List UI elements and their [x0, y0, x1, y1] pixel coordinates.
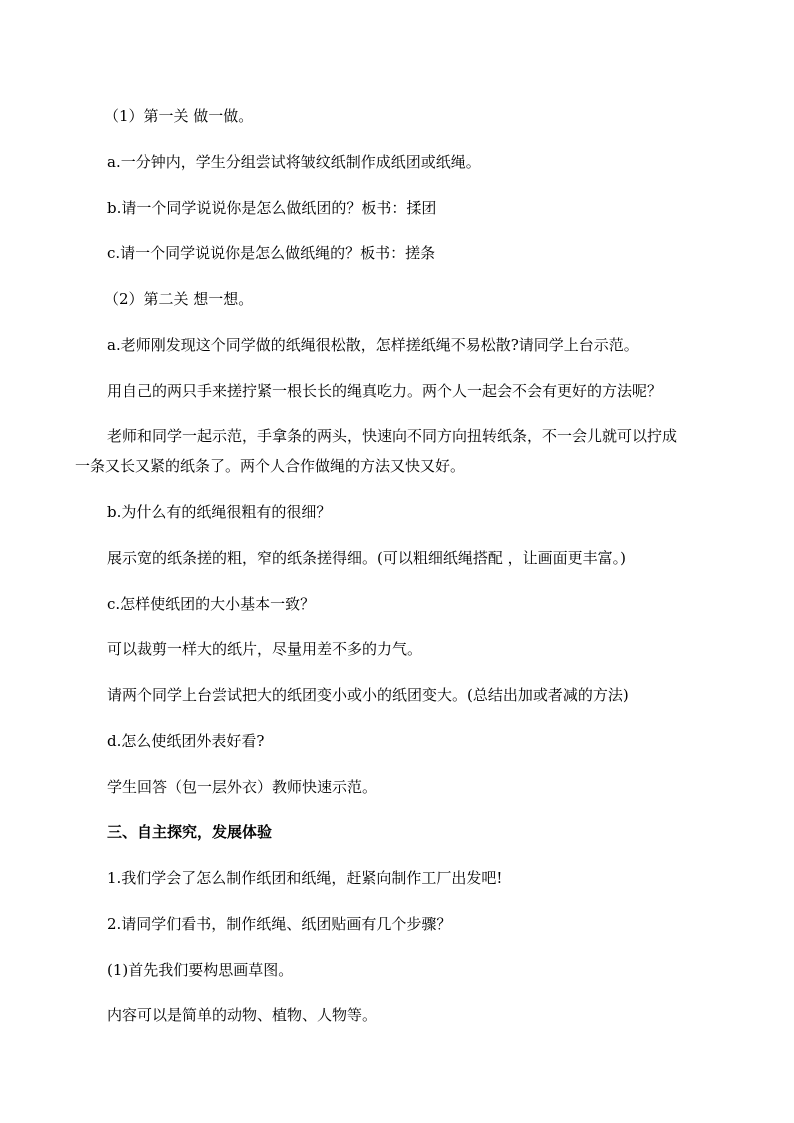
paragraph-13: 请两个同学上台尝试把大的纸团变小或小的纸团变大。(总结出加或者减的方法) [107, 686, 629, 704]
paragraph-6: a.老师刚发现这个同学做的纸绳很松散，怎样搓纸绳不易松散?请同学上台示范。 [107, 336, 639, 354]
paragraph-10: 展示宽的纸条搓的粗，窄的纸条搓得细。(可以粗细纸绳搭配 ，让画面更丰富。) [107, 549, 626, 567]
paragraph-18: (1)首先我们要构思画草图。 [107, 961, 294, 979]
paragraph-12: 可以裁剪一样大的纸片，尽量用差不多的力气。 [107, 640, 423, 658]
paragraph-15: 学生回答（包一层外衣）教师快速示范。 [107, 778, 378, 796]
paragraph-5: （2）第二关 想一想。 [104, 290, 254, 308]
paragraph-9: b.为什么有的纸绳很粗有的很细？ [107, 503, 332, 521]
paragraph-8-continued: 一条又长又紧的纸条了。两个人合作做绳的方法又快又好。 [75, 457, 466, 475]
paragraph-7: 用自己的两只手来搓拧紧一根长长的绳真吃力。两个人一起会不会有更好的方法呢？ [107, 382, 663, 400]
paragraph-14: d.怎么使纸团外表好看? [107, 732, 265, 750]
paragraph-11: c.怎样使纸团的大小基本一致？ [107, 595, 316, 613]
paragraph-2: a.一分钟内，学生分组尝试将皱纹纸制作成纸团或纸绳。 [107, 153, 481, 171]
paragraph-4: c.请一个同学说说你是怎么做纸绳的？板书：搓条 [107, 244, 436, 262]
paragraph-8: 老师和同学一起示范，手拿条的两头，快速向不同方向扭转纸条，不一会儿就可以拧成 [107, 427, 678, 445]
paragraph-3: b.请一个同学说说你是怎么做纸团的？板书：揉团 [107, 199, 437, 217]
paragraph-1: （1）第一关 做一做。 [104, 107, 254, 125]
paragraph-16: 1.我们学会了怎么制作纸团和纸绳，赶紧向制作工厂出发吧! [107, 869, 503, 887]
paragraph-17: 2.请同学们看书，制作纸绳、纸团贴画有几个步骤？ [107, 915, 452, 933]
paragraph-19: 内容可以是简单的动物、植物、人物等。 [107, 1006, 378, 1024]
section-heading: 三、自主探究，发展体验 [107, 823, 273, 841]
